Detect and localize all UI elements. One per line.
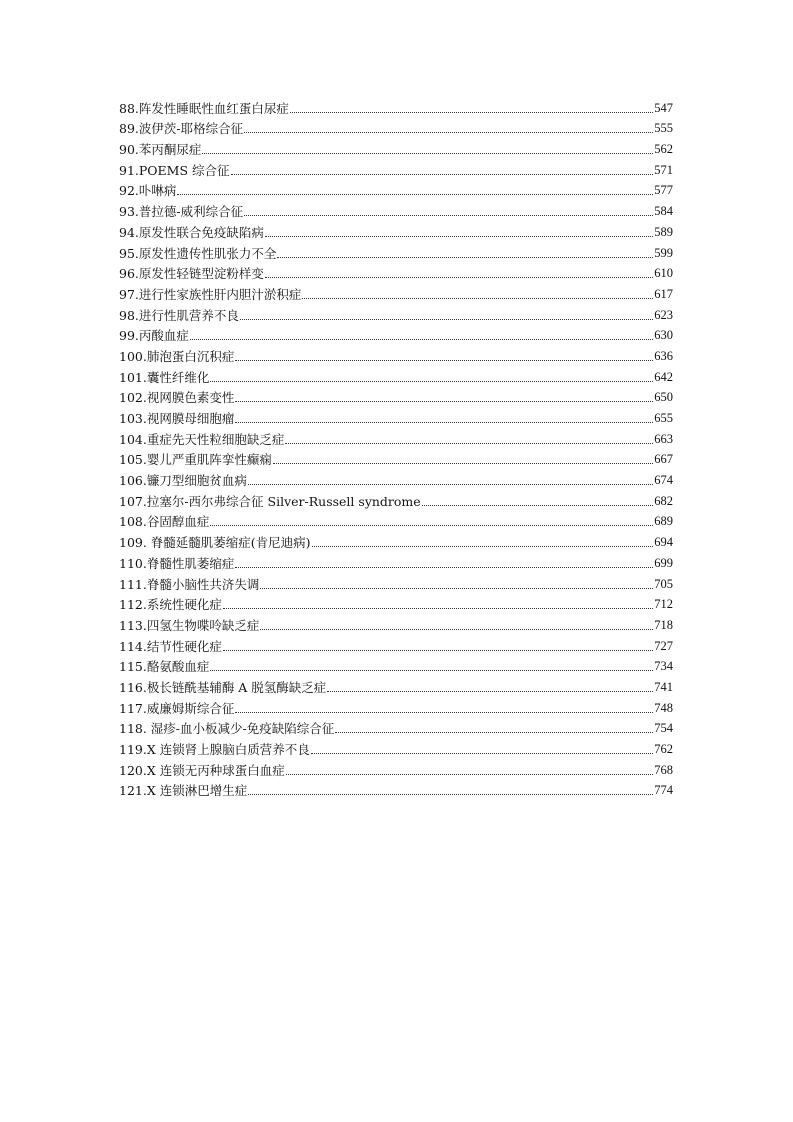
toc-dot-leader — [265, 235, 653, 237]
toc-entry-page: 727 — [654, 638, 673, 653]
toc-entry — [119, 198, 673, 219]
toc-entry-title: 119.X 连锁肾上腺脑白质营养不良 — [119, 742, 310, 757]
toc-entry-title: 120.X 连锁无丙种球蛋白血症 — [119, 762, 285, 778]
toc-entry-title: 96.原发性轻链型淀粉样变 — [119, 266, 264, 282]
toc-dot-leader — [265, 276, 653, 278]
toc-entry — [119, 405, 673, 426]
toc-entry-page: 682 — [654, 493, 673, 508]
toc-entry — [119, 240, 673, 261]
toc-entry — [119, 654, 673, 675]
toc-entry — [119, 571, 673, 592]
toc-entry-title: 114.结节性硬化症 — [119, 638, 222, 654]
toc-entry-title: 97.进行性家族性肝内胆汁淤积症 — [119, 286, 302, 302]
toc-entry-title: 108.谷固醇血症 — [119, 514, 210, 530]
toc-dot-leader — [335, 731, 653, 733]
toc-entry — [119, 116, 673, 137]
toc-entry-page: 630 — [654, 328, 673, 343]
toc-entry-title: 111.脊髓小脑性共济失调 — [119, 576, 260, 592]
toc-entry — [119, 592, 673, 613]
toc-entry-page: 617 — [654, 286, 673, 301]
toc-entry — [119, 426, 673, 447]
toc-entry-page: 768 — [654, 762, 673, 777]
toc-dot-leader — [210, 380, 653, 382]
toc-entry — [119, 281, 673, 302]
toc-entry — [119, 736, 673, 757]
toc-entry-title: 88.阵发性睡眠性血红蛋白尿症 — [119, 100, 289, 116]
toc-entry-title: 101.囊性纤维化 — [119, 369, 210, 385]
toc-dot-leader — [202, 152, 653, 154]
toc-dot-leader — [302, 297, 653, 299]
toc-dot-leader — [223, 649, 653, 651]
toc-entry — [119, 157, 673, 178]
toc-dot-leader — [312, 545, 654, 547]
toc-entry-page: 655 — [654, 411, 673, 425]
toc-entry-page: 694 — [654, 535, 673, 550]
toc-entry-title: 102.视网膜色素变性 — [119, 390, 235, 406]
toc-entry-title: 121.X 连锁淋巴增生症 — [119, 783, 248, 799]
toc-entry-title: 93.普拉德-威利综合征 — [119, 204, 244, 220]
toc-entry-page: 562 — [654, 142, 673, 157]
toc-dot-leader — [244, 131, 653, 133]
toc-entry-title: 92.卟啉病 — [119, 183, 177, 199]
toc-entry-page: 610 — [654, 266, 673, 281]
toc-entry — [119, 778, 673, 799]
toc-entry-title: 113.四氢生物喋呤缺乏症 — [119, 617, 260, 633]
toc-entry — [119, 136, 673, 157]
toc-dot-leader — [235, 359, 653, 361]
toc-entry — [119, 178, 673, 199]
toc-entry-title: 90.苯丙酮尿症 — [119, 142, 202, 158]
toc-entry — [119, 261, 673, 282]
toc-entry-title: 112.系统性硬化症 — [119, 597, 222, 613]
toc-dot-leader — [422, 504, 654, 506]
toc-entry — [119, 612, 673, 633]
toc-entry-title: 98.进行性肌营养不良 — [119, 307, 239, 323]
toc-entry — [119, 674, 673, 695]
toc-entry-page: 555 — [654, 121, 673, 136]
toc-entry-page: 748 — [654, 700, 673, 715]
toc-entry-title: 99.丙酸血症 — [119, 328, 189, 344]
toc-dot-leader — [327, 690, 653, 692]
toc-dot-leader — [290, 111, 653, 113]
toc-entry-title: 115.酪氨酸血症 — [119, 659, 210, 675]
toc-dot-leader — [177, 193, 653, 195]
toc-entry-page: 599 — [654, 245, 673, 260]
toc-entry-title: 110.脊髓性肌萎缩症 — [119, 555, 235, 571]
toc-entry-page: 571 — [654, 162, 673, 177]
toc-dot-leader — [210, 524, 653, 526]
toc-entry — [119, 757, 673, 778]
toc-dot-leader — [273, 462, 653, 464]
toc-entry — [119, 633, 673, 654]
toc-dot-leader — [240, 318, 653, 320]
toc-entry-page: 705 — [654, 576, 673, 591]
toc-entry-page: 547 — [654, 100, 673, 115]
toc-entry — [119, 385, 673, 406]
toc-entry — [119, 343, 673, 364]
toc-entry — [119, 488, 673, 509]
toc-entry-page: 650 — [654, 390, 673, 405]
toc-entry — [119, 95, 673, 116]
toc-entry-page: 762 — [654, 742, 673, 756]
toc-entry-title: 107.拉塞尔-西尔弗综合征 Silver-Russell syndrome — [119, 493, 421, 509]
toc-entry — [119, 467, 673, 488]
toc-entry — [119, 447, 673, 468]
toc-entry-page: 577 — [654, 183, 673, 198]
toc-dot-leader — [235, 400, 653, 402]
toc-entry — [119, 323, 673, 344]
toc-dot-leader — [311, 752, 654, 754]
toc-entry-title: 100.肺泡蛋白沉积症 — [119, 348, 235, 364]
toc-entry-page: 699 — [654, 555, 673, 570]
toc-entry-page: 674 — [654, 473, 673, 488]
toc-dot-leader — [260, 628, 653, 630]
toc-entry-title: 89.波伊茨-耶格综合征 — [119, 121, 244, 137]
toc-entry-page: 663 — [654, 431, 673, 446]
toc-entry-title: 109. 脊髓延髓肌萎缩症(肯尼迪病) — [119, 535, 311, 551]
toc-entry — [119, 302, 673, 323]
toc-entry-title: 118. 湿疹-血小板减少-免疫缺陷综合征 — [119, 721, 335, 737]
toc-dot-leader — [244, 214, 653, 216]
toc-dot-leader — [231, 173, 654, 175]
toc-entry — [119, 695, 673, 716]
toc-entry — [119, 219, 673, 240]
toc-entry-page: 589 — [654, 224, 673, 239]
toc-entry-page: 584 — [654, 204, 673, 219]
toc-entry-page: 642 — [654, 369, 673, 384]
toc-entry — [119, 716, 673, 737]
toc-entry — [119, 509, 673, 530]
toc-entry-title: 104.重症先天性粒细胞缺乏症 — [119, 431, 285, 447]
toc-entry — [119, 529, 673, 550]
toc-entry — [119, 550, 673, 571]
toc-entry-page: 718 — [654, 617, 673, 632]
toc-entry-title: 91.POEMS 综合征 — [119, 162, 230, 178]
toc-dot-leader — [248, 483, 653, 485]
table-of-contents — [119, 95, 673, 798]
toc-entry-title: 106.镰刀型细胞贫血病 — [119, 473, 247, 489]
toc-entry-title: 105.婴儿严重肌阵挛性癫痫 — [119, 452, 272, 468]
toc-dot-leader — [248, 793, 653, 795]
toc-entry-page: 623 — [654, 307, 673, 322]
toc-entry-page: 754 — [654, 721, 673, 736]
toc-entry — [119, 364, 673, 385]
toc-dot-leader — [277, 256, 653, 258]
toc-dot-leader — [210, 669, 653, 671]
toc-dot-leader — [286, 773, 654, 775]
toc-dot-leader — [260, 587, 653, 589]
toc-entry-page: 774 — [654, 783, 673, 798]
toc-dot-leader — [235, 421, 653, 423]
toc-entry-page: 712 — [654, 597, 673, 612]
toc-entry-page: 734 — [654, 659, 673, 674]
toc-dot-leader — [235, 711, 653, 713]
toc-entry-page: 689 — [654, 514, 673, 529]
toc-dot-leader — [223, 607, 653, 609]
toc-entry-title: 117.威廉姆斯综合征 — [119, 700, 235, 716]
toc-entry-title: 95.原发性遗传性肌张力不全 — [119, 245, 277, 261]
toc-entry-page: 636 — [654, 348, 673, 363]
toc-dot-leader — [190, 338, 653, 340]
toc-entry-title: 94.原发性联合免疫缺陷病 — [119, 224, 264, 240]
toc-entry-title: 103.视网膜母细胞瘤 — [119, 411, 235, 426]
toc-entry-page: 741 — [654, 679, 673, 694]
toc-entry-title: 116.极长链酰基辅酶 A 脱氢酶缺乏症 — [119, 679, 327, 695]
toc-dot-leader — [235, 566, 653, 568]
toc-entry-page: 667 — [654, 452, 673, 467]
toc-dot-leader — [285, 442, 653, 444]
